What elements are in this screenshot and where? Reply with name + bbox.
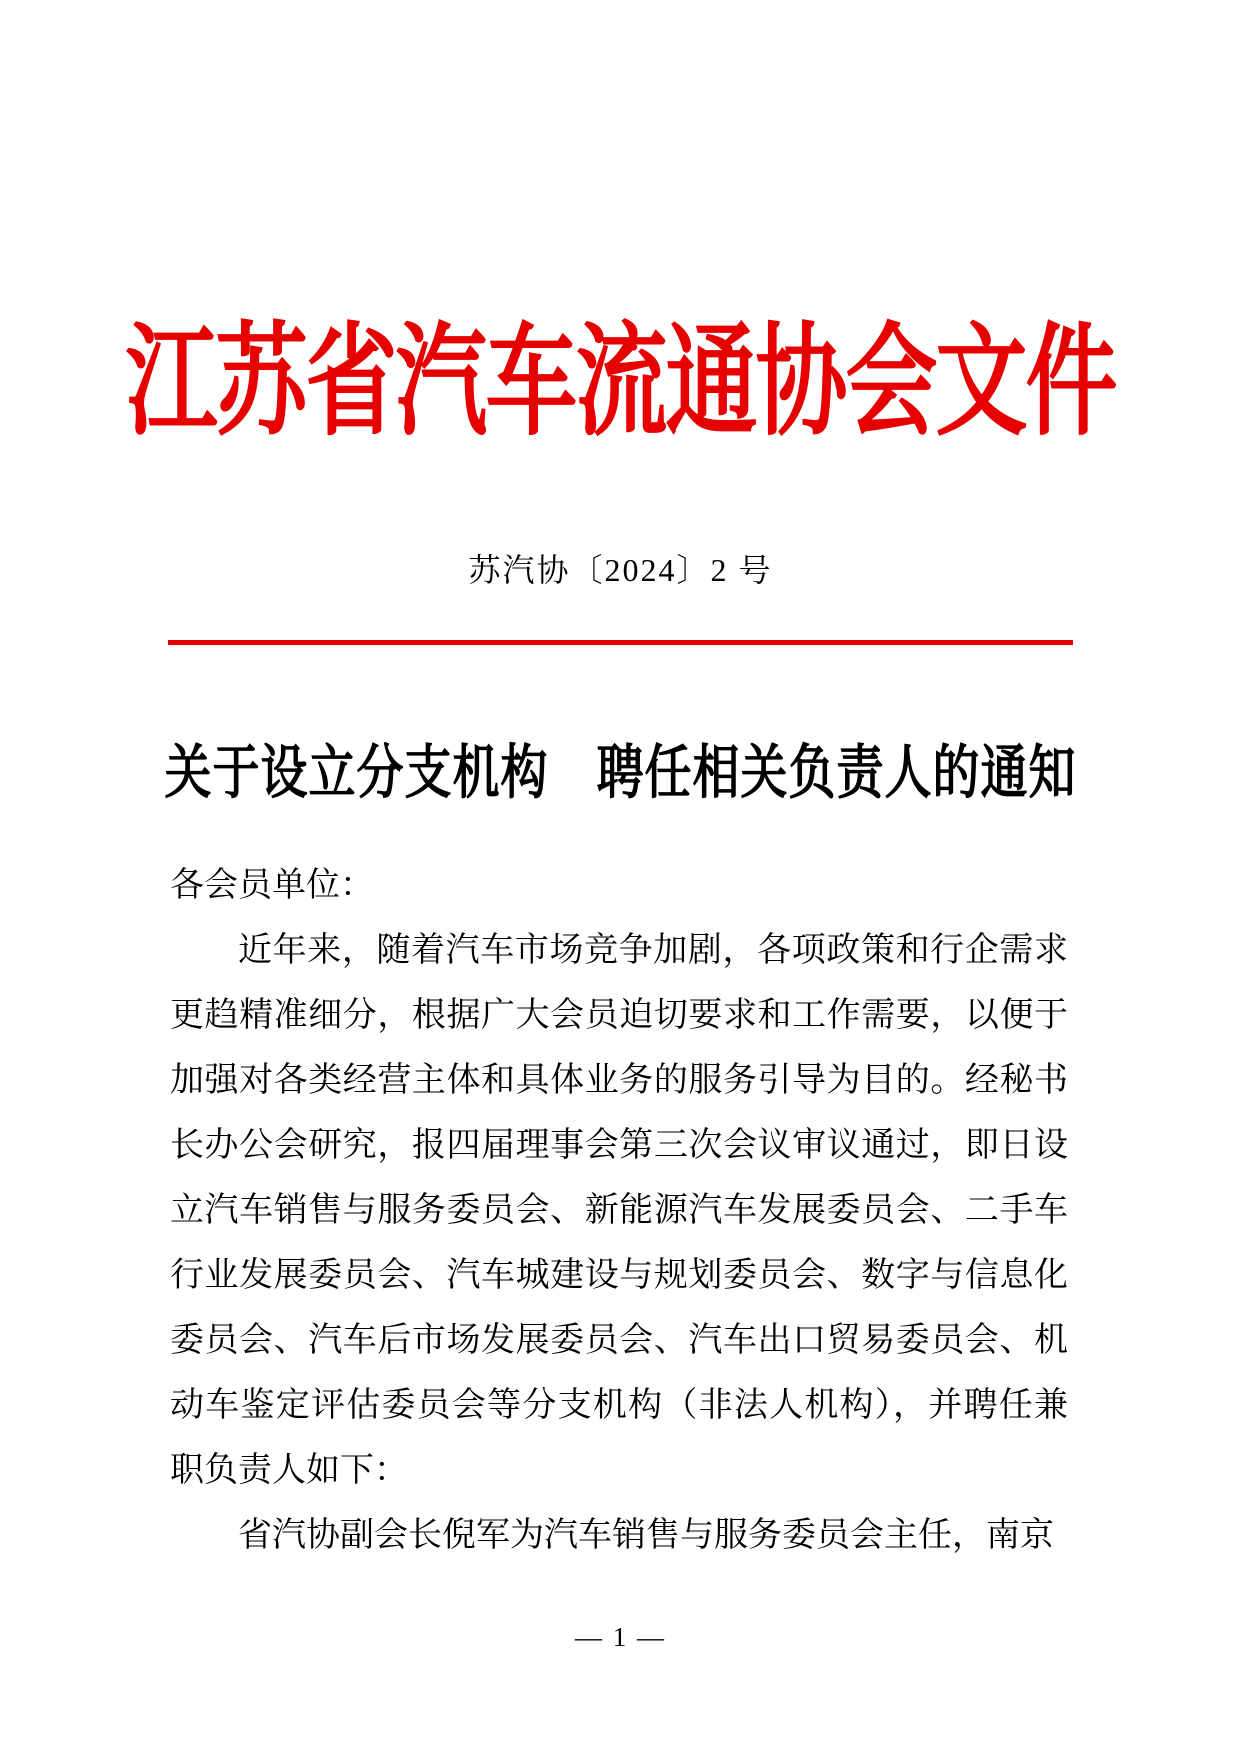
body-line: 近年来，随着汽车市场竞争加剧，各项政策和行企需求 — [238, 932, 1068, 969]
document-title: 关于设立分支机构 聘任相关负责人的通知 — [164, 741, 1077, 806]
body-line: 委员会、汽车后市场发展委员会、汽车出口贸易委员会、机 — [170, 1322, 1068, 1359]
body-line: 行业发展委员会、汽车城建设与规划委员会、数字与信息化 — [170, 1257, 1068, 1294]
body-line: 立汽车销售与服务委员会、新能源汽车发展委员会、二手车 — [170, 1192, 1068, 1229]
page-number: — 1 — — [575, 1622, 666, 1652]
document-body — [170, 853, 1068, 1568]
red-divider-line — [168, 640, 1073, 645]
doc-reference-number: 苏汽协〔2024〕2 号 — [468, 552, 773, 588]
body-line: 加强对各类经营主体和具体业务的服务引导为目的。经秘书 — [170, 1062, 1068, 1099]
org-masthead-title: 江苏省汽车流通协会文件 — [125, 315, 1116, 450]
body-line: 省汽协副会长倪军为汽车销售与服务委员会主任，南京 — [238, 1517, 1054, 1554]
salutation-line: 各会员单位： — [170, 867, 374, 904]
body-line: 动车鉴定评估委员会等分支机构（非法人机构），并聘任兼 — [170, 1387, 1068, 1424]
body-line: 职负责人如下： — [170, 1452, 408, 1489]
body-line: 更趋精准细分，根据广大会员迫切要求和工作需要，以便于 — [170, 997, 1068, 1034]
body-line: 长办公会研究，报四届理事会第三次会议审议通过，即日设 — [170, 1127, 1068, 1164]
